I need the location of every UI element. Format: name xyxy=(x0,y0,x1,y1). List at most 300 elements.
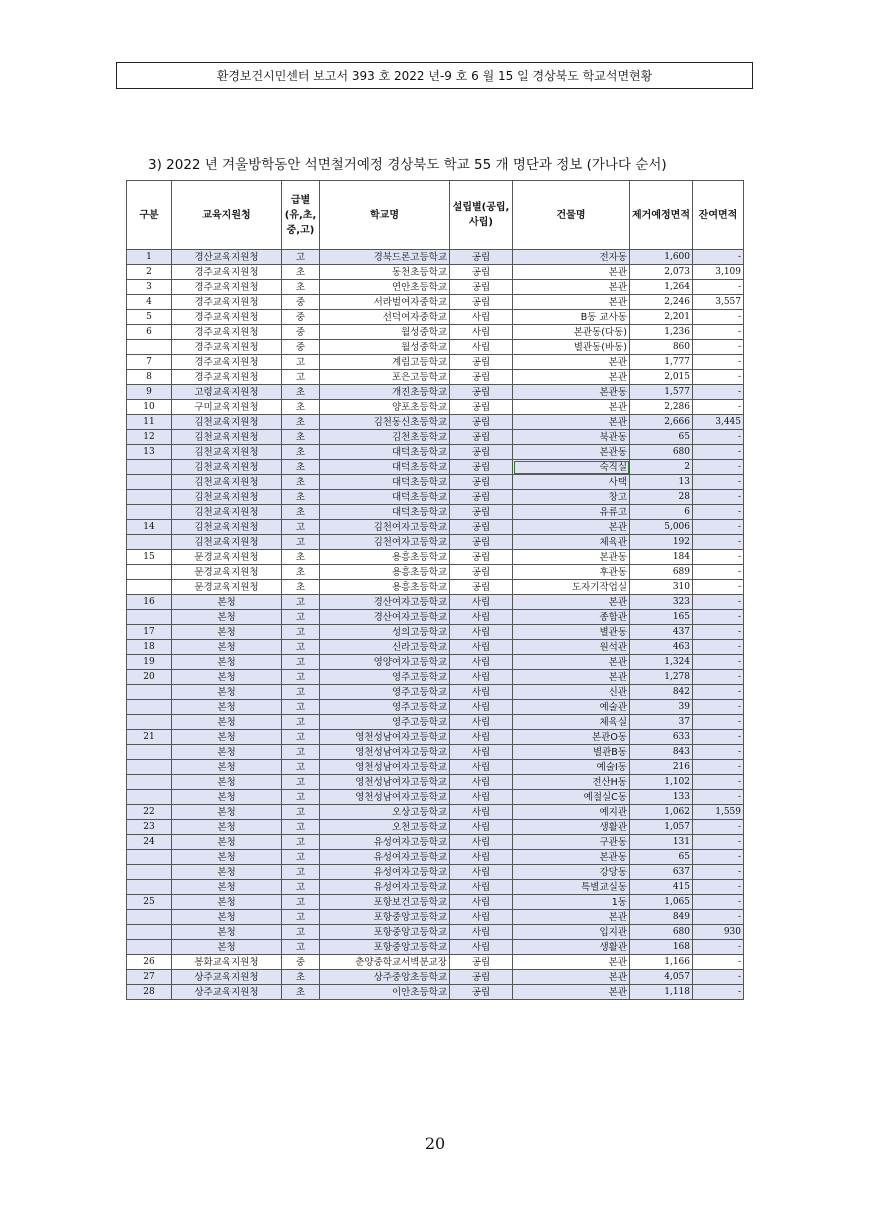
building-name-cell[interactable]: 본관 xyxy=(513,985,630,1000)
removal-area-cell[interactable]: 1,166 xyxy=(630,955,693,970)
removal-area-cell[interactable]: 39 xyxy=(630,700,693,715)
education-office-cell[interactable]: 본청 xyxy=(172,760,282,775)
school-name-cell[interactable]: 영주고등학교 xyxy=(320,715,450,730)
building-name-cell[interactable]: 본관동 xyxy=(513,445,630,460)
building-name-cell[interactable]: 본관 xyxy=(513,370,630,385)
education-office-cell[interactable]: 본청 xyxy=(172,940,282,955)
removal-area-cell[interactable]: 680 xyxy=(630,925,693,940)
row-number-cell[interactable] xyxy=(127,475,172,490)
removal-area-cell[interactable]: 28 xyxy=(630,490,693,505)
education-office-cell[interactable]: 경주교육지원청 xyxy=(172,340,282,355)
removal-area-cell[interactable]: 1,236 xyxy=(630,325,693,340)
establishment-type-cell[interactable]: 사립 xyxy=(450,670,513,685)
removal-area-cell[interactable]: 192 xyxy=(630,535,693,550)
school-name-cell[interactable]: 계림고등학교 xyxy=(320,355,450,370)
removal-area-cell[interactable]: 65 xyxy=(630,850,693,865)
school-name-cell[interactable]: 대덕초등학교 xyxy=(320,460,450,475)
building-name-cell[interactable]: 입지관 xyxy=(513,925,630,940)
school-level-cell[interactable]: 고 xyxy=(282,655,320,670)
removal-area-cell[interactable]: 849 xyxy=(630,910,693,925)
row-number-cell[interactable] xyxy=(127,940,172,955)
establishment-type-cell[interactable]: 사립 xyxy=(450,895,513,910)
remaining-area-cell[interactable]: - xyxy=(693,430,744,445)
establishment-type-cell[interactable]: 사립 xyxy=(450,655,513,670)
school-name-cell[interactable]: 용흥초등학교 xyxy=(320,580,450,595)
school-level-cell[interactable]: 초 xyxy=(282,460,320,475)
remaining-area-cell[interactable]: - xyxy=(693,595,744,610)
remaining-area-cell[interactable]: - xyxy=(693,910,744,925)
education-office-cell[interactable]: 김천교육지원청 xyxy=(172,505,282,520)
education-office-cell[interactable]: 본청 xyxy=(172,610,282,625)
row-number-cell[interactable] xyxy=(127,535,172,550)
education-office-cell[interactable]: 문경교육지원청 xyxy=(172,565,282,580)
school-name-cell[interactable]: 김천동신초등학교 xyxy=(320,415,450,430)
school-name-cell[interactable]: 춘양중학교서벽분교장 xyxy=(320,955,450,970)
row-number-cell[interactable] xyxy=(127,340,172,355)
row-number-cell[interactable]: 6 xyxy=(127,325,172,340)
remaining-area-cell[interactable]: - xyxy=(693,715,744,730)
removal-area-cell[interactable]: 633 xyxy=(630,730,693,745)
row-number-cell[interactable] xyxy=(127,790,172,805)
establishment-type-cell[interactable]: 사립 xyxy=(450,685,513,700)
removal-area-cell[interactable]: 680 xyxy=(630,445,693,460)
education-office-cell[interactable]: 김천교육지원청 xyxy=(172,460,282,475)
remaining-area-cell[interactable]: - xyxy=(693,325,744,340)
row-number-cell[interactable]: 11 xyxy=(127,415,172,430)
remaining-area-cell[interactable]: - xyxy=(693,970,744,985)
education-office-cell[interactable]: 상주교육지원청 xyxy=(172,970,282,985)
building-name-cell[interactable]: 본관 xyxy=(513,415,630,430)
school-level-cell[interactable]: 중 xyxy=(282,955,320,970)
establishment-type-cell[interactable]: 사립 xyxy=(450,325,513,340)
remaining-area-cell[interactable]: - xyxy=(693,505,744,520)
education-office-cell[interactable]: 본청 xyxy=(172,640,282,655)
school-name-cell[interactable]: 영천성남여자고등학교 xyxy=(320,775,450,790)
education-office-cell[interactable]: 본청 xyxy=(172,925,282,940)
education-office-cell[interactable]: 경주교육지원청 xyxy=(172,295,282,310)
school-name-cell[interactable]: 영주고등학교 xyxy=(320,685,450,700)
education-office-cell[interactable]: 경주교육지원청 xyxy=(172,280,282,295)
remaining-area-cell[interactable]: 3,445 xyxy=(693,415,744,430)
establishment-type-cell[interactable]: 사립 xyxy=(450,835,513,850)
row-number-cell[interactable]: 16 xyxy=(127,595,172,610)
row-number-cell[interactable] xyxy=(127,910,172,925)
establishment-type-cell[interactable]: 공립 xyxy=(450,250,513,265)
row-number-cell[interactable]: 20 xyxy=(127,670,172,685)
school-name-cell[interactable]: 영천성남여자고등학교 xyxy=(320,730,450,745)
establishment-type-cell[interactable]: 사립 xyxy=(450,625,513,640)
building-name-cell[interactable]: 생활관 xyxy=(513,940,630,955)
school-level-cell[interactable]: 고 xyxy=(282,355,320,370)
building-name-cell[interactable]: 북관동 xyxy=(513,430,630,445)
school-level-cell[interactable]: 고 xyxy=(282,370,320,385)
removal-area-cell[interactable]: 1,777 xyxy=(630,355,693,370)
remaining-area-cell[interactable]: - xyxy=(693,670,744,685)
school-level-cell[interactable]: 고 xyxy=(282,820,320,835)
removal-area-cell[interactable]: 13 xyxy=(630,475,693,490)
establishment-type-cell[interactable]: 공립 xyxy=(450,355,513,370)
building-name-cell[interactable]: 본관 xyxy=(513,400,630,415)
education-office-cell[interactable]: 경주교육지원청 xyxy=(172,370,282,385)
education-office-cell[interactable]: 본청 xyxy=(172,910,282,925)
removal-area-cell[interactable]: 1,057 xyxy=(630,820,693,835)
education-office-cell[interactable]: 본청 xyxy=(172,865,282,880)
establishment-type-cell[interactable]: 공립 xyxy=(450,400,513,415)
education-office-cell[interactable]: 본청 xyxy=(172,790,282,805)
school-name-cell[interactable]: 경산여자고등학교 xyxy=(320,610,450,625)
removal-area-cell[interactable]: 2,201 xyxy=(630,310,693,325)
building-name-cell[interactable]: 예지관 xyxy=(513,805,630,820)
education-office-cell[interactable]: 본청 xyxy=(172,730,282,745)
establishment-type-cell[interactable]: 사립 xyxy=(450,760,513,775)
school-name-cell[interactable]: 상주중앙초등학교 xyxy=(320,970,450,985)
school-name-cell[interactable]: 양포초등학교 xyxy=(320,400,450,415)
school-level-cell[interactable]: 고 xyxy=(282,640,320,655)
remaining-area-cell[interactable]: - xyxy=(693,400,744,415)
building-name-cell[interactable]: 유류고 xyxy=(513,505,630,520)
removal-area-cell[interactable]: 216 xyxy=(630,760,693,775)
school-name-cell[interactable]: 포항중앙고등학교 xyxy=(320,925,450,940)
establishment-type-cell[interactable]: 공립 xyxy=(450,280,513,295)
removal-area-cell[interactable]: 1,264 xyxy=(630,280,693,295)
remaining-area-cell[interactable]: - xyxy=(693,745,744,760)
remaining-area-cell[interactable]: - xyxy=(693,460,744,475)
education-office-cell[interactable]: 김천교육지원청 xyxy=(172,415,282,430)
building-name-cell[interactable]: 본관동 xyxy=(513,850,630,865)
establishment-type-cell[interactable]: 공립 xyxy=(450,550,513,565)
establishment-type-cell[interactable]: 공립 xyxy=(450,580,513,595)
removal-area-cell[interactable]: 133 xyxy=(630,790,693,805)
school-name-cell[interactable]: 대덕초등학교 xyxy=(320,445,450,460)
row-number-cell[interactable] xyxy=(127,880,172,895)
remaining-area-cell[interactable]: - xyxy=(693,940,744,955)
education-office-cell[interactable]: 문경교육지원청 xyxy=(172,580,282,595)
school-level-cell[interactable]: 고 xyxy=(282,730,320,745)
school-level-cell[interactable]: 고 xyxy=(282,715,320,730)
remaining-area-cell[interactable]: - xyxy=(693,895,744,910)
school-name-cell[interactable]: 경산여자고등학교 xyxy=(320,595,450,610)
school-level-cell[interactable]: 고 xyxy=(282,835,320,850)
row-number-cell[interactable]: 19 xyxy=(127,655,172,670)
building-name-cell[interactable]: 본관 xyxy=(513,910,630,925)
row-number-cell[interactable]: 28 xyxy=(127,985,172,1000)
row-number-cell[interactable] xyxy=(127,700,172,715)
building-name-cell[interactable]: 체육실 xyxy=(513,715,630,730)
building-name-cell[interactable]: 본관 xyxy=(513,655,630,670)
removal-area-cell[interactable]: 310 xyxy=(630,580,693,595)
remaining-area-cell[interactable]: - xyxy=(693,700,744,715)
remaining-area-cell[interactable]: - xyxy=(693,535,744,550)
education-office-cell[interactable]: 본청 xyxy=(172,895,282,910)
school-level-cell[interactable]: 초 xyxy=(282,430,320,445)
row-number-cell[interactable] xyxy=(127,505,172,520)
row-number-cell[interactable]: 13 xyxy=(127,445,172,460)
school-level-cell[interactable]: 고 xyxy=(282,925,320,940)
education-office-cell[interactable]: 문경교육지원청 xyxy=(172,550,282,565)
education-office-cell[interactable]: 경산교육지원청 xyxy=(172,250,282,265)
removal-area-cell[interactable]: 6 xyxy=(630,505,693,520)
row-number-cell[interactable]: 21 xyxy=(127,730,172,745)
row-number-cell[interactable]: 8 xyxy=(127,370,172,385)
removal-area-cell[interactable]: 131 xyxy=(630,835,693,850)
establishment-type-cell[interactable]: 공립 xyxy=(450,415,513,430)
building-name-cell[interactable]: 신관 xyxy=(513,685,630,700)
school-name-cell[interactable]: 유성여자고등학교 xyxy=(320,880,450,895)
school-name-cell[interactable]: 동천초등학교 xyxy=(320,265,450,280)
building-name-cell[interactable]: 예절실C동 xyxy=(513,790,630,805)
row-number-cell[interactable]: 27 xyxy=(127,970,172,985)
building-name-cell[interactable]: 강당동 xyxy=(513,865,630,880)
school-level-cell[interactable]: 고 xyxy=(282,520,320,535)
establishment-type-cell[interactable]: 공립 xyxy=(450,370,513,385)
school-level-cell[interactable]: 초 xyxy=(282,385,320,400)
school-level-cell[interactable]: 고 xyxy=(282,700,320,715)
building-name-cell[interactable]: 생활관 xyxy=(513,820,630,835)
school-level-cell[interactable]: 초 xyxy=(282,415,320,430)
school-level-cell[interactable]: 초 xyxy=(282,400,320,415)
education-office-cell[interactable]: 본청 xyxy=(172,805,282,820)
school-name-cell[interactable]: 영주고등학교 xyxy=(320,670,450,685)
building-name-cell[interactable]: 본관 xyxy=(513,520,630,535)
school-level-cell[interactable]: 고 xyxy=(282,775,320,790)
remaining-area-cell[interactable]: 3,557 xyxy=(693,295,744,310)
row-number-cell[interactable]: 24 xyxy=(127,835,172,850)
building-name-cell[interactable]: 도자기작업실 xyxy=(513,580,630,595)
building-name-cell[interactable]: 사택 xyxy=(513,475,630,490)
remaining-area-cell[interactable]: 930 xyxy=(693,925,744,940)
building-name-cell[interactable]: 별관동(바동) xyxy=(513,340,630,355)
establishment-type-cell[interactable]: 사립 xyxy=(450,610,513,625)
removal-area-cell[interactable]: 689 xyxy=(630,565,693,580)
remaining-area-cell[interactable]: - xyxy=(693,820,744,835)
school-name-cell[interactable]: 연안초등학교 xyxy=(320,280,450,295)
education-office-cell[interactable]: 본청 xyxy=(172,775,282,790)
building-name-cell[interactable]: 본관동(다동) xyxy=(513,325,630,340)
remaining-area-cell[interactable]: - xyxy=(693,655,744,670)
remaining-area-cell[interactable]: 3,109 xyxy=(693,265,744,280)
school-name-cell[interactable]: 유성여자고등학교 xyxy=(320,850,450,865)
school-level-cell[interactable]: 중 xyxy=(282,295,320,310)
school-name-cell[interactable]: 월성중학교 xyxy=(320,340,450,355)
row-number-cell[interactable] xyxy=(127,760,172,775)
school-level-cell[interactable]: 초 xyxy=(282,580,320,595)
removal-area-cell[interactable]: 4,057 xyxy=(630,970,693,985)
remaining-area-cell[interactable]: - xyxy=(693,370,744,385)
education-office-cell[interactable]: 본청 xyxy=(172,670,282,685)
removal-area-cell[interactable]: 184 xyxy=(630,550,693,565)
remaining-area-cell[interactable]: - xyxy=(693,880,744,895)
removal-area-cell[interactable]: 860 xyxy=(630,340,693,355)
removal-area-cell[interactable]: 2,073 xyxy=(630,265,693,280)
establishment-type-cell[interactable]: 사립 xyxy=(450,850,513,865)
school-name-cell[interactable]: 신라고등학교 xyxy=(320,640,450,655)
establishment-type-cell[interactable]: 사립 xyxy=(450,595,513,610)
building-name-cell[interactable]: 본관 xyxy=(513,265,630,280)
school-name-cell[interactable]: 대덕초등학교 xyxy=(320,505,450,520)
education-office-cell[interactable]: 구미교육지원청 xyxy=(172,400,282,415)
removal-area-cell[interactable]: 2 xyxy=(630,460,693,475)
removal-area-cell[interactable]: 1,102 xyxy=(630,775,693,790)
establishment-type-cell[interactable]: 공립 xyxy=(450,565,513,580)
school-level-cell[interactable]: 고 xyxy=(282,670,320,685)
school-name-cell[interactable]: 김천여자고등학교 xyxy=(320,520,450,535)
removal-area-cell[interactable]: 437 xyxy=(630,625,693,640)
building-name-cell[interactable]: 예술I동 xyxy=(513,760,630,775)
building-name-cell[interactable]: 전자동 xyxy=(513,250,630,265)
school-name-cell[interactable]: 서라벌여자중학교 xyxy=(320,295,450,310)
establishment-type-cell[interactable]: 공립 xyxy=(450,265,513,280)
row-number-cell[interactable] xyxy=(127,850,172,865)
school-name-cell[interactable]: 영천성남여자고등학교 xyxy=(320,760,450,775)
remaining-area-cell[interactable]: - xyxy=(693,955,744,970)
establishment-type-cell[interactable]: 사립 xyxy=(450,880,513,895)
remaining-area-cell[interactable]: 1,559 xyxy=(693,805,744,820)
school-name-cell[interactable]: 유성여자고등학교 xyxy=(320,835,450,850)
school-level-cell[interactable]: 중 xyxy=(282,340,320,355)
school-level-cell[interactable]: 고 xyxy=(282,850,320,865)
school-level-cell[interactable]: 초 xyxy=(282,265,320,280)
education-office-cell[interactable]: 본청 xyxy=(172,625,282,640)
removal-area-cell[interactable]: 168 xyxy=(630,940,693,955)
school-name-cell[interactable]: 포항중앙고등학교 xyxy=(320,910,450,925)
row-number-cell[interactable]: 1 xyxy=(127,250,172,265)
building-name-cell[interactable]: 본관 xyxy=(513,280,630,295)
removal-area-cell[interactable]: 1,577 xyxy=(630,385,693,400)
school-name-cell[interactable]: 김천초등학교 xyxy=(320,430,450,445)
removal-area-cell[interactable]: 1,118 xyxy=(630,985,693,1000)
establishment-type-cell[interactable]: 사립 xyxy=(450,715,513,730)
school-name-cell[interactable]: 개진초등학교 xyxy=(320,385,450,400)
building-name-cell[interactable]: 구관동 xyxy=(513,835,630,850)
remaining-area-cell[interactable]: - xyxy=(693,730,744,745)
building-name-cell[interactable]: 본관 xyxy=(513,970,630,985)
establishment-type-cell[interactable]: 사립 xyxy=(450,940,513,955)
establishment-type-cell[interactable]: 공립 xyxy=(450,490,513,505)
establishment-type-cell[interactable]: 공립 xyxy=(450,520,513,535)
building-name-cell[interactable]: 본관동 xyxy=(513,550,630,565)
remaining-area-cell[interactable]: - xyxy=(693,385,744,400)
school-name-cell[interactable]: 오천고등학교 xyxy=(320,820,450,835)
education-office-cell[interactable]: 본청 xyxy=(172,820,282,835)
education-office-cell[interactable]: 봉화교육지원청 xyxy=(172,955,282,970)
remaining-area-cell[interactable]: - xyxy=(693,685,744,700)
school-level-cell[interactable]: 고 xyxy=(282,895,320,910)
building-name-cell[interactable]: 1동 xyxy=(513,895,630,910)
school-name-cell[interactable]: 김천여자고등학교 xyxy=(320,535,450,550)
removal-area-cell[interactable]: 1,324 xyxy=(630,655,693,670)
row-number-cell[interactable] xyxy=(127,610,172,625)
remaining-area-cell[interactable]: - xyxy=(693,565,744,580)
establishment-type-cell[interactable]: 사립 xyxy=(450,820,513,835)
school-level-cell[interactable]: 초 xyxy=(282,970,320,985)
removal-area-cell[interactable]: 165 xyxy=(630,610,693,625)
education-office-cell[interactable]: 본청 xyxy=(172,880,282,895)
building-name-cell[interactable]: 별관동 xyxy=(513,625,630,640)
school-level-cell[interactable]: 고 xyxy=(282,880,320,895)
row-number-cell[interactable]: 26 xyxy=(127,955,172,970)
building-name-cell[interactable]: 본관 xyxy=(513,295,630,310)
education-office-cell[interactable]: 김천교육지원청 xyxy=(172,475,282,490)
education-office-cell[interactable]: 김천교육지원청 xyxy=(172,520,282,535)
row-number-cell[interactable]: 15 xyxy=(127,550,172,565)
removal-area-cell[interactable]: 5,006 xyxy=(630,520,693,535)
remaining-area-cell[interactable]: - xyxy=(693,760,744,775)
building-name-cell[interactable]: 본관 xyxy=(513,595,630,610)
education-office-cell[interactable]: 상주교육지원청 xyxy=(172,985,282,1000)
remaining-area-cell[interactable]: - xyxy=(693,310,744,325)
building-name-cell[interactable]: 전산H동 xyxy=(513,775,630,790)
remaining-area-cell[interactable]: - xyxy=(693,775,744,790)
removal-area-cell[interactable]: 2,246 xyxy=(630,295,693,310)
school-name-cell[interactable]: 성의고등학교 xyxy=(320,625,450,640)
removal-area-cell[interactable]: 463 xyxy=(630,640,693,655)
school-name-cell[interactable]: 영천성남여자고등학교 xyxy=(320,790,450,805)
school-name-cell[interactable]: 포항보건고등학교 xyxy=(320,895,450,910)
row-number-cell[interactable]: 4 xyxy=(127,295,172,310)
remaining-area-cell[interactable]: - xyxy=(693,475,744,490)
school-level-cell[interactable]: 초 xyxy=(282,280,320,295)
remaining-area-cell[interactable]: - xyxy=(693,490,744,505)
row-number-cell[interactable]: 9 xyxy=(127,385,172,400)
remaining-area-cell[interactable]: - xyxy=(693,835,744,850)
building-name-cell[interactable]: 본관 xyxy=(513,670,630,685)
establishment-type-cell[interactable]: 공립 xyxy=(450,505,513,520)
row-number-cell[interactable]: 17 xyxy=(127,625,172,640)
removal-area-cell[interactable]: 1,062 xyxy=(630,805,693,820)
school-level-cell[interactable]: 초 xyxy=(282,475,320,490)
establishment-type-cell[interactable]: 사립 xyxy=(450,745,513,760)
row-number-cell[interactable]: 23 xyxy=(127,820,172,835)
establishment-type-cell[interactable]: 사립 xyxy=(450,340,513,355)
education-office-cell[interactable]: 본청 xyxy=(172,745,282,760)
education-office-cell[interactable]: 김천교육지원청 xyxy=(172,430,282,445)
row-number-cell[interactable] xyxy=(127,715,172,730)
school-level-cell[interactable]: 고 xyxy=(282,535,320,550)
row-number-cell[interactable]: 22 xyxy=(127,805,172,820)
removal-area-cell[interactable]: 843 xyxy=(630,745,693,760)
remaining-area-cell[interactable]: - xyxy=(693,580,744,595)
establishment-type-cell[interactable]: 공립 xyxy=(450,475,513,490)
school-level-cell[interactable]: 고 xyxy=(282,250,320,265)
remaining-area-cell[interactable]: - xyxy=(693,520,744,535)
establishment-type-cell[interactable]: 공립 xyxy=(450,430,513,445)
building-name-cell[interactable]: 후관동 xyxy=(513,565,630,580)
remaining-area-cell[interactable]: - xyxy=(693,790,744,805)
removal-area-cell[interactable]: 65 xyxy=(630,430,693,445)
education-office-cell[interactable]: 김천교육지원청 xyxy=(172,490,282,505)
row-number-cell[interactable] xyxy=(127,925,172,940)
building-name-cell[interactable]: 별관B동 xyxy=(513,745,630,760)
removal-area-cell[interactable]: 415 xyxy=(630,880,693,895)
building-name-cell[interactable]: 체육관 xyxy=(513,535,630,550)
removal-area-cell[interactable]: 1,600 xyxy=(630,250,693,265)
education-office-cell[interactable]: 경주교육지원청 xyxy=(172,310,282,325)
row-number-cell[interactable] xyxy=(127,685,172,700)
row-number-cell[interactable]: 25 xyxy=(127,895,172,910)
school-level-cell[interactable]: 초 xyxy=(282,490,320,505)
education-office-cell[interactable]: 김천교육지원청 xyxy=(172,535,282,550)
building-name-cell[interactable]: 예술관 xyxy=(513,700,630,715)
school-level-cell[interactable]: 초 xyxy=(282,550,320,565)
establishment-type-cell[interactable]: 공립 xyxy=(450,955,513,970)
school-name-cell[interactable]: 이안초등학교 xyxy=(320,985,450,1000)
establishment-type-cell[interactable]: 사립 xyxy=(450,640,513,655)
school-level-cell[interactable]: 중 xyxy=(282,325,320,340)
education-office-cell[interactable]: 본청 xyxy=(172,595,282,610)
row-number-cell[interactable]: 10 xyxy=(127,400,172,415)
building-name-cell[interactable]: 본관 xyxy=(513,955,630,970)
remaining-area-cell[interactable]: - xyxy=(693,850,744,865)
